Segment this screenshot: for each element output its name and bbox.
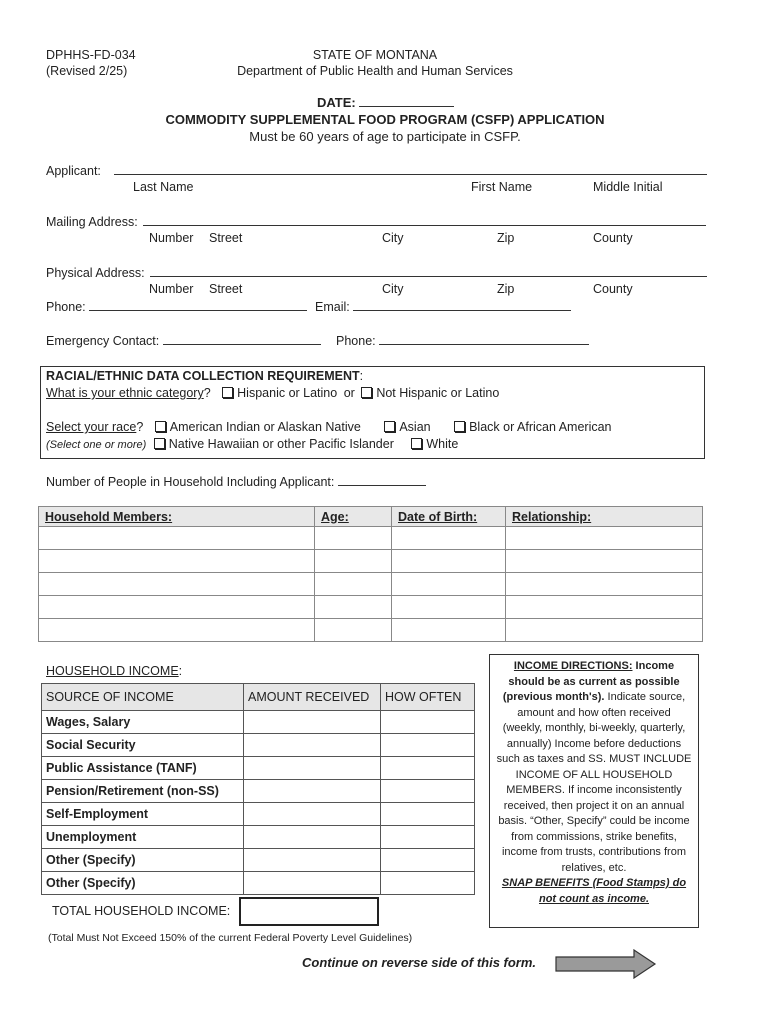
amount-cell[interactable]: [244, 780, 381, 803]
amount-cell[interactable]: [244, 711, 381, 734]
age-cell[interactable]: [315, 596, 392, 619]
applicant-input[interactable]: [114, 163, 707, 175]
income-source-label: Unemployment: [42, 826, 244, 849]
or-text: or: [343, 386, 355, 400]
emergency-contact-label: Emergency Contact:: [46, 334, 160, 348]
income-source-label: Other (Specify): [42, 849, 244, 872]
form-id: DPHHS-FD-034: [46, 48, 136, 62]
mailing-address-input[interactable]: [143, 214, 706, 226]
table-row: [42, 803, 475, 826]
member-cell[interactable]: [39, 527, 315, 550]
table-row: [42, 872, 475, 895]
last-name-caption: Last Name: [133, 180, 194, 194]
email-field[interactable]: [315, 299, 571, 314]
physical-city-caption: City: [382, 282, 404, 296]
mailing-zip-caption: Zip: [497, 231, 515, 245]
relationship-cell[interactable]: [506, 619, 703, 642]
race-label-asian: Asian: [399, 420, 431, 434]
table-row: [42, 849, 475, 872]
frequency-cell[interactable]: [381, 757, 475, 780]
household-members-table: [38, 506, 703, 642]
income-limit-note: (Total Must Not Exceed 150% of the current Federal Poverty Level Guidelines): [48, 932, 413, 944]
household-income-heading: HOUSEHOLD INCOME: [46, 664, 179, 678]
race-label-hawaiian: Native Hawaiian or other Pacific Islander: [168, 437, 394, 451]
racial-heading-line: RACIAL/ETHNIC DATA COLLECTION REQUIREMENT:: [46, 369, 364, 383]
frequency-cell[interactable]: [381, 849, 475, 872]
dob-header: Date of Birth:: [392, 507, 506, 527]
physical-number-caption: Number: [149, 282, 194, 296]
amount-cell[interactable]: [244, 803, 381, 826]
select-note: Select one or more: [49, 439, 143, 451]
emergency-phone-input[interactable]: [379, 333, 589, 345]
income-source-label: Other (Specify): [42, 872, 244, 895]
table-row: [42, 826, 475, 849]
race-label-american-indian: American Indian or Alaskan Native: [169, 420, 361, 434]
dob-cell[interactable]: [392, 573, 506, 596]
member-cell[interactable]: [39, 573, 315, 596]
race-checkbox-black[interactable]: [454, 421, 465, 432]
race-checkbox-american-indian[interactable]: [155, 421, 166, 432]
amount-header: AMOUNT RECEIVED: [244, 684, 381, 711]
table-row: [39, 619, 703, 642]
member-cell[interactable]: [39, 619, 315, 642]
physical-street-caption: Street: [209, 282, 243, 296]
member-cell[interactable]: [39, 596, 315, 619]
household-count-field[interactable]: [46, 474, 426, 489]
table-row: [39, 550, 703, 573]
form-title: COMMODITY SUPPLEMENTAL FOOD PROGRAM (CSFP) APPLICATION: [165, 112, 605, 127]
race-checkbox-hawaiian[interactable]: [154, 438, 165, 449]
directions-current: Income should be as current as possible (previous month's).: [502, 660, 680, 703]
emergency-contact-input[interactable]: [163, 333, 321, 345]
ethnic-question-row: What is your ethnic category? Hispanic or Latino or Not Hispanic or Latino: [46, 386, 500, 400]
household-count-label: Number of People in Household Including Applicant:: [46, 475, 335, 489]
relationship-cell[interactable]: [506, 596, 703, 619]
frequency-header: HOW OFTEN: [381, 684, 475, 711]
mailing-address-label: Mailing Address:: [46, 215, 138, 229]
total-income-label: TOTAL HOUSEHOLD INCOME:: [52, 904, 231, 918]
email-label: Email:: [315, 300, 350, 314]
amount-cell[interactable]: [244, 849, 381, 872]
table-row: [39, 527, 703, 550]
date-input[interactable]: [359, 95, 454, 107]
income-source-label: Wages, Salary: [42, 711, 244, 734]
age-cell[interactable]: [315, 550, 392, 573]
income-table: [41, 683, 475, 895]
frequency-cell[interactable]: [381, 803, 475, 826]
department-name: Department of Public Health and Human Services: [237, 64, 513, 78]
middle-initial-caption: Middle Initial: [593, 180, 663, 194]
physical-county-caption: County: [593, 282, 633, 296]
physical-address-label: Physical Address:: [46, 266, 145, 280]
phone-label: Phone:: [46, 300, 86, 314]
race-checkbox-asian[interactable]: [384, 421, 395, 432]
email-input[interactable]: [353, 299, 571, 311]
frequency-cell[interactable]: [381, 872, 475, 895]
phone-input[interactable]: [89, 299, 307, 311]
table-row: [42, 734, 475, 757]
income-directions-box: [489, 654, 699, 928]
hispanic-checkbox[interactable]: [222, 387, 233, 398]
dob-cell[interactable]: [392, 550, 506, 573]
race-label-white: White: [426, 437, 459, 451]
race-checkbox-white[interactable]: [411, 438, 422, 449]
not-hispanic-checkbox[interactable]: [361, 387, 372, 398]
income-source-label: Social Security: [42, 734, 244, 757]
age-cell[interactable]: [315, 573, 392, 596]
table-row: [42, 780, 475, 803]
table-row: [42, 757, 475, 780]
table-row: [39, 573, 703, 596]
continue-note: Continue on reverse side of this form.: [302, 955, 537, 970]
amount-cell[interactable]: [244, 826, 381, 849]
dob-cell[interactable]: [392, 527, 506, 550]
mailing-city-caption: City: [382, 231, 404, 245]
date-field[interactable]: [317, 95, 454, 110]
source-header: SOURCE OF INCOME: [42, 684, 244, 711]
household-income-heading-line: HOUSEHOLD INCOME:: [46, 664, 183, 678]
mailing-street-caption: Street: [209, 231, 243, 245]
amount-cell[interactable]: [244, 734, 381, 757]
relationship-cell[interactable]: [506, 527, 703, 550]
income-source-label: Public Assistance (TANF): [42, 757, 244, 780]
frequency-cell[interactable]: [381, 780, 475, 803]
age-cell[interactable]: [315, 527, 392, 550]
income-source-label: Pension/Retirement (non-SS): [42, 780, 244, 803]
table-row: [39, 596, 703, 619]
phone-field[interactable]: [46, 299, 307, 314]
race-row-2: (Select one or more) Native Hawaiian or other Pacific Islander White: [46, 437, 459, 451]
revised-date: (Revised 2/25): [46, 64, 128, 78]
dob-cell[interactable]: [392, 619, 506, 642]
applicant-label: Applicant:: [46, 164, 101, 178]
frequency-cell[interactable]: [381, 826, 475, 849]
emergency-phone-field[interactable]: [336, 333, 589, 348]
physical-address-input[interactable]: [150, 265, 707, 277]
emergency-phone-label: Phone:: [336, 334, 376, 348]
race-question-row: Select your race? American Indian or Alaskan Native Asian Black or African American: [46, 420, 612, 434]
amount-cell[interactable]: [244, 757, 381, 780]
household-members-header: Household Members:: [39, 507, 315, 527]
ethnic-question: What is your ethnic category: [46, 386, 204, 400]
age-cell[interactable]: [315, 619, 392, 642]
relationship-header: Relationship:: [506, 507, 703, 527]
frequency-cell[interactable]: [381, 711, 475, 734]
physical-address-field[interactable]: [46, 265, 707, 280]
household-count-input[interactable]: [338, 474, 426, 486]
mailing-county-caption: County: [593, 231, 633, 245]
applicant-field[interactable]: [46, 163, 707, 178]
date-label: DATE:: [317, 95, 356, 110]
frequency-cell[interactable]: [381, 734, 475, 757]
race-question: Select your race: [46, 420, 137, 434]
race-label-black: Black or African American: [469, 420, 612, 434]
member-cell[interactable]: [39, 550, 315, 573]
first-name-caption: First Name: [471, 180, 533, 194]
relationship-cell[interactable]: [506, 573, 703, 596]
amount-cell[interactable]: [244, 872, 381, 895]
relationship-cell[interactable]: [506, 550, 703, 573]
mailing-address-field[interactable]: [46, 214, 706, 229]
physical-zip-caption: Zip: [497, 282, 515, 296]
not-hispanic-label: Not Hispanic or Latino: [376, 386, 500, 400]
mailing-number-caption: Number: [149, 231, 194, 245]
emergency-contact-field[interactable]: [46, 333, 321, 348]
income-source-label: Self-Employment: [42, 803, 244, 826]
racial-heading: RACIAL/ETHNIC DATA COLLECTION REQUIREMENT: [46, 369, 360, 383]
total-income-input[interactable]: [239, 897, 379, 926]
age-header: Age:: [315, 507, 392, 527]
state-name: STATE OF MONTANA: [312, 48, 438, 62]
dob-cell[interactable]: [392, 596, 506, 619]
table-row: [42, 711, 475, 734]
arrow-right-icon: [554, 949, 658, 979]
snap-note: SNAP BENEFITS (Food Stamps) do not count as income.: [501, 877, 687, 905]
directions-body: Indicate source, amount and how often received (weekly, monthly, bi-weekly, quarterly, annually) Income before deductions such as taxes and SS. MUST INCLUDE INCOME OF ALL HOUSEHOLD MEMBERS. If income inconsistently received, then project it on an annual basis. “Other, Specify” could be income from commissions, strike benefits, income from trusts, contributions from relatives, etc.: [496, 691, 692, 874]
hispanic-label: Hispanic or Latino: [237, 386, 338, 400]
form-subtitle: Must be 60 years of age to participate in CSFP.: [249, 129, 521, 144]
directions-title: INCOME DIRECTIONS:: [513, 660, 633, 672]
